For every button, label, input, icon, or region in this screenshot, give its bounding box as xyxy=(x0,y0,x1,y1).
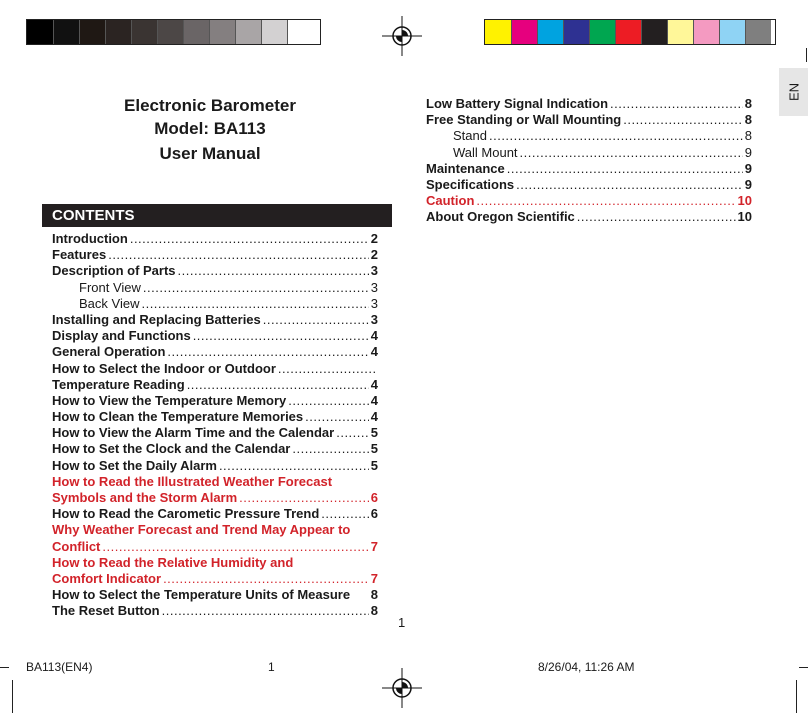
footer-sheet-number: 1 xyxy=(268,660,275,674)
gray-calibration-bar xyxy=(26,19,321,45)
toc-entry-page: 6 xyxy=(370,506,378,522)
toc-entry[interactable] xyxy=(52,409,378,425)
toc-entry-label: Low Battery Signal Indication xyxy=(426,96,609,111)
toc-entry-label: How to Read the Relative Humidity and xyxy=(52,554,294,570)
color-swatch xyxy=(641,20,667,44)
toc-leader-dots xyxy=(143,280,369,296)
color-swatch xyxy=(261,20,287,44)
color-swatch xyxy=(235,20,261,44)
toc-entry-label: Features xyxy=(52,247,107,263)
toc-leader-dots xyxy=(489,128,743,144)
toc-leader-dots xyxy=(108,247,369,263)
color-swatch xyxy=(589,20,615,44)
color-swatch xyxy=(511,20,537,44)
color-swatch xyxy=(667,20,693,44)
toc-leader-dots xyxy=(163,571,369,587)
toc-entry-label: Comfort Indicator xyxy=(52,570,162,586)
toc-entry[interactable] xyxy=(426,177,752,193)
toc-entry-label: Wall Mount xyxy=(453,144,518,160)
toc-leader-dots xyxy=(239,490,369,506)
crop-mark xyxy=(12,680,13,713)
toc-entry-page: 10 xyxy=(737,193,752,209)
toc-leader-dots xyxy=(278,361,376,377)
toc-leader-dots xyxy=(167,344,368,360)
toc-entry-label: Conflict xyxy=(52,538,101,554)
toc-entry[interactable] xyxy=(426,128,752,144)
toc-entry-label: Front View xyxy=(79,279,141,295)
toc-entry-page: 4 xyxy=(370,392,378,408)
toc-entry-label: Free Standing or Wall Mounting xyxy=(426,112,622,128)
toc-leader-dots xyxy=(292,441,368,457)
toc-leader-dots xyxy=(321,506,368,522)
toc-entry-label: How to Read the Illustrated Weather Forecast xyxy=(52,473,333,489)
registration-mark-top-icon xyxy=(382,16,422,56)
toc-leader-dots xyxy=(263,312,369,328)
toc-leader-dots xyxy=(130,231,369,247)
toc-entry-label: How to Select the Indoor or Outdoor xyxy=(52,360,276,376)
toc-entry[interactable] xyxy=(52,603,378,619)
document-subtitle: User Manual xyxy=(159,144,261,163)
color-swatch xyxy=(563,20,589,44)
color-swatch xyxy=(27,20,53,44)
toc-entry[interactable] xyxy=(52,231,378,247)
toc-entry-page: 9 xyxy=(744,160,752,176)
toc-entry[interactable] xyxy=(52,539,378,555)
toc-entry-label: How to Set the Daily Alarm xyxy=(52,457,217,473)
toc-entry[interactable] xyxy=(52,458,378,474)
toc-entry-label: Installing and Replacing Batteries xyxy=(52,311,261,327)
toc-entry-page: 5 xyxy=(370,441,378,457)
toc-entry[interactable] xyxy=(52,425,378,441)
toc-leader-dots xyxy=(187,377,369,393)
toc-entry[interactable] xyxy=(52,522,378,538)
toc-entry-page: 8 xyxy=(370,587,378,603)
toc-leader-dots xyxy=(305,409,369,425)
toc-entry[interactable] xyxy=(52,328,378,344)
color-swatch xyxy=(485,20,511,44)
crop-mark xyxy=(796,680,797,713)
toc-entry[interactable] xyxy=(52,490,378,506)
toc-entry-page: 10 xyxy=(737,209,752,225)
toc-entry-page: 3 xyxy=(370,311,378,327)
toc-entry-label: Back View xyxy=(79,295,140,311)
toc-entry[interactable] xyxy=(52,555,378,571)
toc-right-column xyxy=(426,96,752,226)
toc-entry[interactable] xyxy=(52,280,378,296)
toc-entry-page: 6 xyxy=(370,490,378,505)
toc-leader-dots xyxy=(507,161,743,177)
footer-timestamp: 8/26/04, 11:26 AM xyxy=(538,660,635,674)
toc-entry-label: How to Select the Temperature Units of Measure xyxy=(52,587,351,603)
toc-entry-label: Description of Parts xyxy=(52,263,176,279)
color-swatch xyxy=(79,20,105,44)
toc-entry-label: Stand xyxy=(453,128,487,144)
toc-leader-dots xyxy=(577,209,736,225)
toc-entry[interactable] xyxy=(52,441,378,457)
color-swatch xyxy=(719,20,745,44)
crop-mark xyxy=(806,48,807,62)
toc-entry-page: 9 xyxy=(744,176,752,192)
color-swatch xyxy=(615,20,641,44)
toc-entry-page: 5 xyxy=(370,425,378,441)
color-swatch xyxy=(537,20,563,44)
contents-header: CONTENTS xyxy=(42,204,392,227)
toc-leader-dots xyxy=(288,393,368,409)
toc-entry[interactable] xyxy=(52,571,378,587)
color-swatch xyxy=(287,20,313,44)
toc-entry[interactable] xyxy=(426,209,752,225)
toc-leader-dots xyxy=(219,458,369,474)
toc-entry-page: 8 xyxy=(370,603,378,619)
registration-mark-bottom-icon xyxy=(382,668,422,708)
toc-leader-dots xyxy=(336,425,369,441)
toc-entry-page: 3 xyxy=(370,295,378,311)
color-swatch xyxy=(693,20,719,44)
toc-entry[interactable] xyxy=(52,312,378,328)
toc-entry-label: Introduction xyxy=(52,231,128,246)
toc-entry[interactable] xyxy=(52,506,378,522)
toc-entry[interactable] xyxy=(426,161,752,177)
color-swatch xyxy=(131,20,157,44)
model-name: Model: BA113 xyxy=(154,119,266,138)
toc-leader-dots xyxy=(162,603,369,619)
toc-entry[interactable] xyxy=(52,587,378,603)
toc-entry-page: 7 xyxy=(370,538,378,554)
toc-entry[interactable] xyxy=(52,377,378,393)
toc-entry-label: How to View the Alarm Time and the Calendar xyxy=(52,425,335,441)
toc-leader-dots xyxy=(623,112,743,128)
toc-entry-label: Symbols and the Storm Alarm xyxy=(52,490,238,505)
toc-entry-page: 4 xyxy=(370,344,378,360)
language-tab-label: EN xyxy=(786,82,801,102)
toc-leader-dots xyxy=(102,539,368,555)
toc-leader-dots xyxy=(520,145,743,161)
toc-entry[interactable] xyxy=(52,247,378,263)
footer-filename: BA113(EN4) xyxy=(26,660,93,674)
color-swatch xyxy=(53,20,79,44)
toc-entry-label: How to Read the Carometic Pressure Trend xyxy=(52,506,320,522)
toc-entry[interactable] xyxy=(52,263,378,279)
toc-entry-page: 4 xyxy=(370,409,378,425)
toc-entry[interactable] xyxy=(52,474,378,490)
toc-leader-dots xyxy=(141,296,368,312)
toc-leader-dots xyxy=(178,263,369,279)
toc-entry[interactable] xyxy=(426,112,752,128)
toc-entry-page: 8 xyxy=(744,128,752,144)
toc-leader-dots xyxy=(516,177,743,193)
toc-entry[interactable] xyxy=(52,344,378,360)
toc-entry[interactable] xyxy=(52,296,378,312)
toc-entry-page: 8 xyxy=(744,96,752,111)
color-swatch xyxy=(157,20,183,44)
toc-entry[interactable] xyxy=(426,193,752,209)
language-tab xyxy=(779,68,808,116)
toc-leader-dots xyxy=(193,328,369,344)
toc-entry[interactable] xyxy=(426,96,752,112)
color-swatch xyxy=(209,20,235,44)
toc-entry-label: How to Set the Clock and the Calendar xyxy=(52,441,291,457)
page-number: 1 xyxy=(398,615,406,630)
toc-entry-label: The Reset Button xyxy=(52,603,160,619)
toc-entry-page: 8 xyxy=(744,112,752,128)
toc-entry-page: 3 xyxy=(370,279,378,295)
toc-entry[interactable] xyxy=(52,361,378,377)
toc-entry-page: 9 xyxy=(744,144,752,160)
color-swatch xyxy=(183,20,209,44)
toc-entry[interactable] xyxy=(426,145,752,161)
toc-entry-label: About Oregon Scientific xyxy=(426,209,575,225)
toc-entry-label: Why Weather Forecast and Trend May Appear to xyxy=(52,522,351,538)
toc-entry-label: Display and Functions xyxy=(52,328,191,344)
color-swatch xyxy=(745,20,771,44)
toc-entry-label: How to Clean the Temperature Memories xyxy=(52,409,304,425)
toc-entry-page: 2 xyxy=(370,231,378,246)
toc-entry-page: 2 xyxy=(370,247,378,263)
toc-entry-label: Caution xyxy=(426,193,475,209)
toc-entry-page: 4 xyxy=(370,328,378,344)
toc-leader-dots xyxy=(476,193,735,209)
toc-entry[interactable] xyxy=(52,393,378,409)
toc-entry-label: Maintenance xyxy=(426,160,505,176)
color-swatch xyxy=(105,20,131,44)
toc-entry-label: General Operation xyxy=(52,344,166,360)
toc-leader-dots xyxy=(610,96,743,112)
document-title: Electronic Barometer xyxy=(124,96,296,115)
crop-mark xyxy=(799,667,808,668)
toc-entry-label: Specifications xyxy=(426,176,515,192)
crop-mark xyxy=(0,667,9,668)
toc-left-column xyxy=(52,231,378,620)
color-calibration-bar xyxy=(484,19,776,45)
toc-entry-page: 3 xyxy=(370,263,378,279)
toc-entry-page: 7 xyxy=(370,570,378,586)
toc-entry-page: 4 xyxy=(370,376,378,392)
toc-entry-page: 5 xyxy=(370,457,378,473)
toc-entry-label: Temperature Reading xyxy=(52,376,185,392)
toc-entry-label: How to View the Temperature Memory xyxy=(52,392,287,408)
